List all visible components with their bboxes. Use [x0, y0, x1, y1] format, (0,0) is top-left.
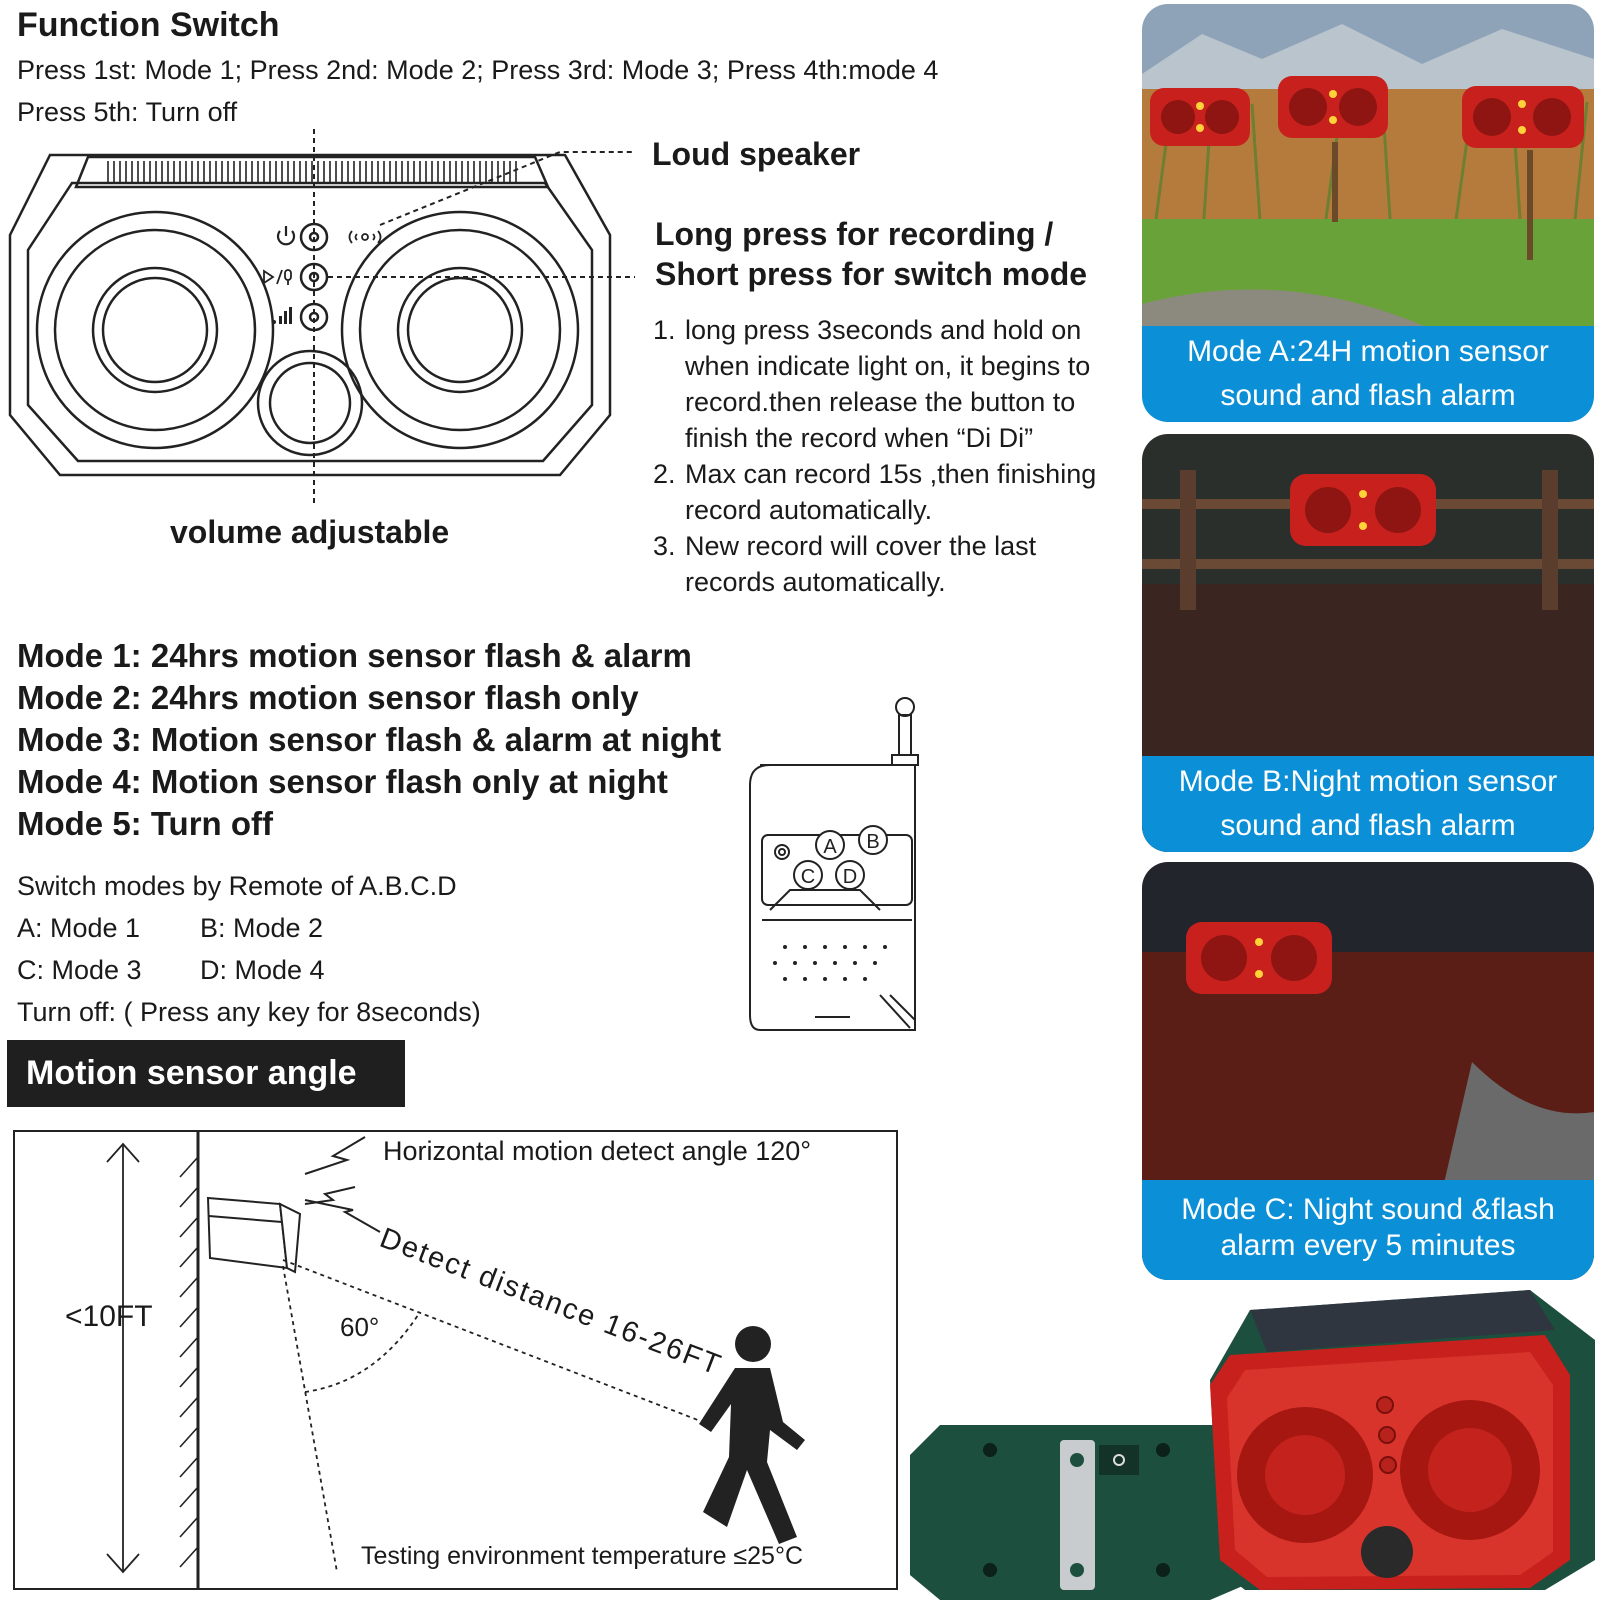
function-switch-line1: Press 1st: Mode 1; Press 2nd: Mode 2; Press 3rd: Mode 3; Press 4th:mode 4 [17, 55, 939, 85]
remote-key-c[interactable] [794, 861, 822, 889]
distance-label: Detect distance 16-26FT [375, 1222, 727, 1383]
power-icon [278, 226, 294, 244]
record-title-line2: Short press for switch mode [655, 256, 1088, 292]
mode-c-caption: Mode C: Night sound &flash alarm every 5 minutes [1142, 1180, 1594, 1280]
record-step: 1. long press 3seconds and hold on when indicate light on, it begins to record.then release the button to finish the record when “Di Di” [653, 315, 1091, 453]
loud-speaker-label: Loud speaker [652, 136, 861, 172]
mode-a-panel [1142, 4, 1594, 422]
svg-text:C: C [800, 866, 816, 888]
temperature-label: Testing environment temperature ≤25°C [361, 1542, 803, 1570]
device-photo [1290, 474, 1436, 546]
motion-sensor-banner: Motion sensor angle [7, 1040, 405, 1107]
volume-icon [272, 307, 292, 324]
mode-c-panel [1142, 862, 1594, 1280]
mode-item: Mode 3: Motion sensor flash & alarm at night [17, 721, 722, 758]
product-photos [905, 1290, 1600, 1600]
speaker-grille [773, 945, 887, 981]
device-front-diagram [0, 125, 640, 525]
svg-text:B: B [866, 831, 880, 853]
mode-item: Mode 5: Turn off [17, 805, 274, 842]
remote-key-b[interactable] [859, 826, 887, 854]
signal-icon [305, 1137, 380, 1232]
remote-turn-off: Turn off: ( Press any key for 8seconds) [17, 997, 481, 1027]
svg-text:D: D [842, 866, 858, 888]
remote-d: D: Mode 4 [200, 955, 325, 985]
device-photo [1186, 922, 1332, 994]
device-back-photo [910, 1425, 1245, 1600]
mode-item: Mode 4: Motion sensor flash only at night [17, 763, 668, 800]
record-step: 2. Max can record 15s ,then finishing record automatically. [653, 459, 1097, 525]
play-mic-icon [264, 270, 291, 285]
sound-wave-icon [350, 231, 381, 243]
device-front-photo [1210, 1290, 1595, 1590]
function-switch-line2: Press 5th: Turn off [17, 97, 238, 127]
remote-title: Switch modes by Remote of A.B.C.D [17, 871, 457, 901]
svg-text:A: A [823, 836, 837, 858]
mode-b-panel [1142, 434, 1594, 852]
mode-b-caption: Mode B:Night motion sensor sound and flash alarm [1142, 756, 1594, 852]
modes-list [17, 635, 721, 845]
record-title-line1: Long press for recording / [655, 216, 1054, 252]
volume-label: volume adjustable [170, 514, 450, 550]
remote-control-diagram [740, 695, 940, 1035]
remote-c: C: Mode 3 [17, 955, 142, 985]
height-label: <10FT [65, 1300, 153, 1333]
record-steps-list [653, 312, 1115, 600]
mode-item: Mode 1: 24hrs motion sensor flash & alarm [17, 637, 692, 674]
remote-key-a[interactable] [816, 831, 844, 859]
remote-a: A: Mode 1 [17, 913, 141, 943]
mode-a-caption: Mode A:24H motion sensor sound and flash alarm [1142, 326, 1594, 422]
function-switch-title: Function Switch [17, 6, 280, 44]
motion-sensor-diagram [13, 1130, 898, 1590]
remote-key-d[interactable] [836, 861, 864, 889]
angle-label: 60° [340, 1312, 380, 1342]
remote-b: B: Mode 2 [200, 913, 324, 943]
horizontal-angle-label: Horizontal motion detect angle 120° [383, 1136, 812, 1166]
mode-item: Mode 2: 24hrs motion sensor flash only [17, 679, 639, 716]
record-step: 3. New record will cover the last records automatically. [653, 531, 1037, 597]
